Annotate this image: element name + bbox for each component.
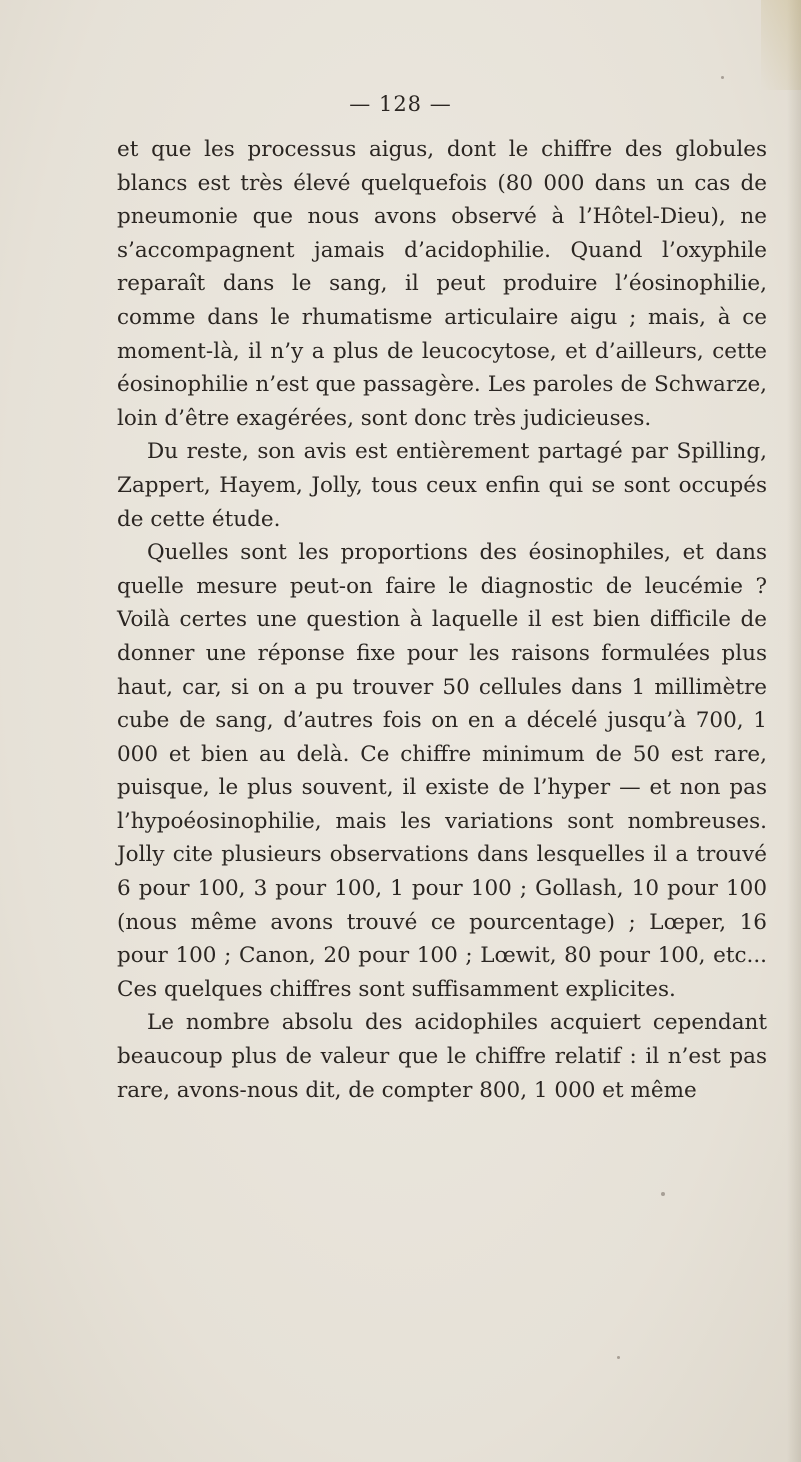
paragraph-2: Du reste, son avis est entièrement partagé par Spilling, Zappert, Hayem, Jolly, tous ceux enfin qui se sont occupés de cette étude.	[117, 439, 767, 532]
paper-speck	[661, 1192, 665, 1196]
page-edge-shadow	[787, 0, 801, 1462]
body-text	[117, 133, 767, 1107]
page-number: — 128 —	[349, 92, 452, 116]
paragraph-1: et que les processus aigus, dont le chiffre des globules blancs est très élevé quelquefois (80 000 dans un cas de pneumonie que nous avons observé à l’Hôtel-Dieu), ne s’accompagnent jamais d’acidophilie. Quand l’oxyphile reparaît dans le sang, il peut produire l’éosinophilie, comme dans le rhumatisme articulaire aigu ; mais, à ce moment-là, il n’y a plus de leucocytose, et d’ailleurs, cette éosinophilie n’est que passagère. Les paroles de Schwarze, loin d’être exagérées, sont donc très judicieuses.	[117, 137, 767, 431]
page-corner-stain	[761, 0, 801, 90]
paragraph-3: Quelles sont les proportions des éosinophiles, et dans quelle mesure peut-on faire le diagnostic de leucémie ? Voilà certes une question à laquelle il est bien difficile de donner une réponse fixe pour les raisons formulées plus haut, car, si on a pu trouver 50 cellules dans 1 millimètre cube de sang, d’autres fois on en a décelé jusqu’à 700, 1 000 et bien au delà. Ce chiffre minimum de 50 est rare, puisque, le plus souvent, il existe de l’hyper — et non pas l’hypoéosinophilie, mais les variations sont nombreuses. Jolly cite plusieurs observations dans lesquelles il a trouvé 6 pour 100, 3 pour 100, 1 pour 100 ; Gollash, 10 pour 100 (nous même avons trouvé ce pourcentage) ; Lœper, 16 pour 100 ; Canon, 20 pour 100 ; Lœwit, 80 pour 100, etc... Ces quelques chiffres sont suffisamment explicites.	[117, 540, 767, 1002]
paper-speck	[617, 1356, 620, 1359]
paper-speck	[721, 76, 724, 79]
paragraph-4: Le nombre absolu des acidophiles acquiert cependant beaucoup plus de valeur que le chiffre relatif : il n’est pas rare, avons-nous dit, de compter 800, 1 000 et même	[117, 1010, 767, 1103]
